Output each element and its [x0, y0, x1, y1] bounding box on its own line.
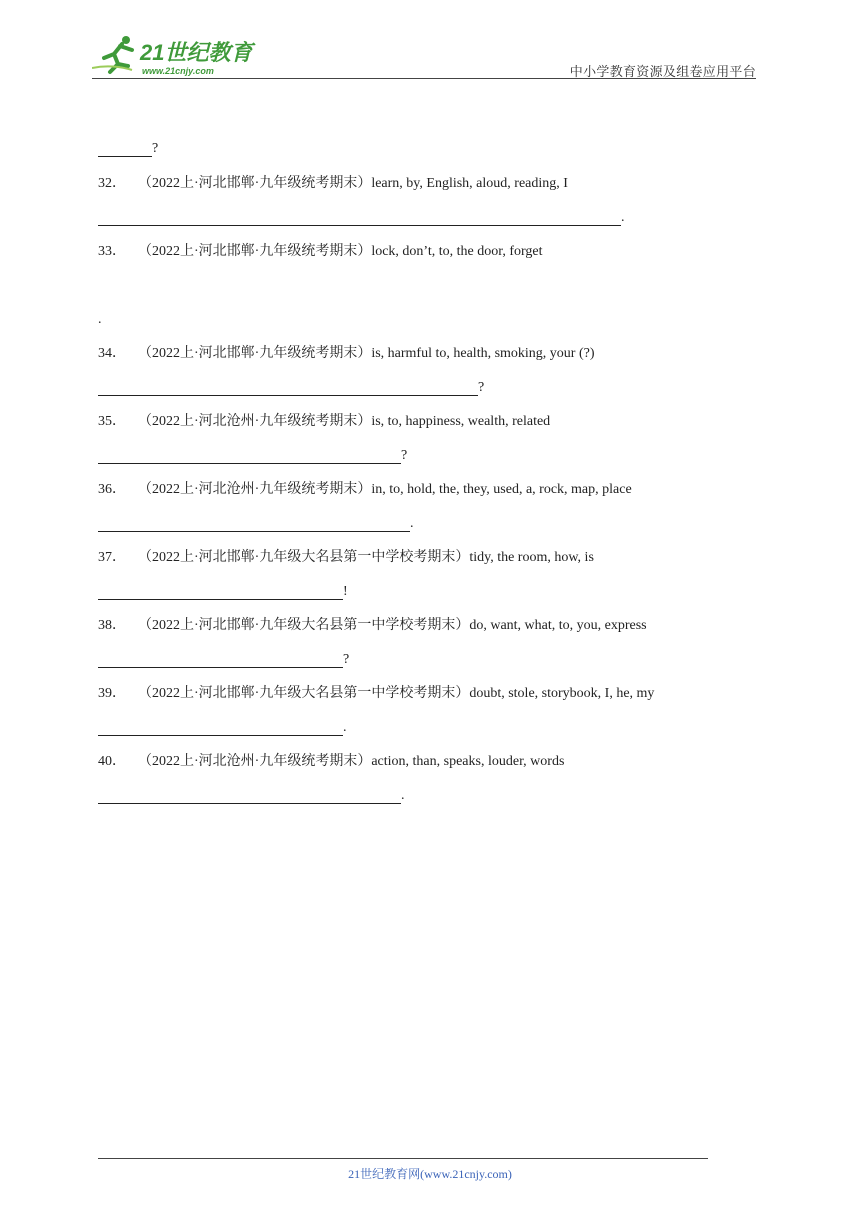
question-item: [98, 685, 738, 702]
question-item: [98, 243, 738, 260]
question-source: （2022上·河北邯郸·九年级统考期末）: [138, 176, 372, 191]
platform-name: 中小学教育资源及组卷应用平台: [569, 64, 756, 79]
answer-line: [98, 651, 738, 668]
question-source: （2022上·河北邯郸·九年级统考期末）: [138, 346, 372, 361]
answer-blank[interactable]: [98, 720, 343, 736]
answer-blank[interactable]: [98, 210, 621, 226]
footer-divider: [98, 1158, 708, 1159]
question-item: [98, 175, 738, 192]
runner-logo-icon: [92, 34, 262, 78]
footer-link[interactable]: 21世纪教育网(www.21cnjy.com): [348, 1167, 512, 1181]
answer-end-mark: .: [343, 720, 347, 735]
question-source: （2022上·河北沧州·九年级统考期末）: [138, 414, 372, 429]
header-divider: [92, 78, 756, 79]
answer-end-mark: .: [401, 788, 405, 803]
logo-text: 21世纪教育: [140, 40, 253, 65]
answer-end-mark: !: [343, 584, 348, 599]
answer-end-mark: ?: [152, 141, 159, 156]
question-item: [98, 549, 738, 566]
answer-blank[interactable]: [98, 380, 478, 396]
answer-end-mark: .: [98, 312, 102, 327]
question-number: 37．: [98, 550, 126, 565]
logo-url-text: www.21cnjy.com: [142, 66, 214, 76]
answer-end-mark: ?: [343, 652, 350, 667]
question-number: 38．: [98, 618, 126, 633]
question-words: action, than, speaks, louder, words: [371, 754, 565, 769]
question-list: [98, 140, 738, 804]
answer-line: [98, 140, 738, 157]
page-header: [0, 0, 860, 80]
question-number: 40．: [98, 754, 126, 769]
answer-line: [98, 209, 738, 226]
question-words: is, to, happiness, wealth, related: [371, 414, 551, 429]
question-words: in, to, hold, the, they, used, a, rock, map, place: [371, 482, 632, 497]
question-words: doubt, stole, storybook, I, he, my: [469, 686, 655, 701]
answer-line: [98, 311, 738, 328]
answer-end-mark: .: [410, 516, 414, 531]
question-source: （2022上·河北邯郸·九年级统考期末）: [138, 244, 372, 259]
question-number: 39．: [98, 686, 126, 701]
question-number: 32．: [98, 176, 126, 191]
answer-line: [98, 719, 738, 736]
question-source: （2022上·河北邯郸·九年级大名县第一中学校考期末）: [138, 686, 470, 701]
answer-line: [98, 515, 738, 532]
question-source: （2022上·河北邯郸·九年级大名县第一中学校考期末）: [138, 550, 470, 565]
site-logo: [92, 34, 262, 78]
answer-blank[interactable]: [98, 788, 401, 804]
answer-blank[interactable]: [98, 448, 401, 464]
question-words: tidy, the room, how, is: [469, 550, 594, 565]
question-source: （2022上·河北沧州·九年级统考期末）: [138, 482, 372, 497]
answer-line: [98, 583, 738, 600]
answer-line: [98, 379, 738, 396]
answer-end-mark: ?: [401, 448, 408, 463]
question-item: [98, 481, 738, 498]
answer-line: [98, 447, 738, 464]
answer-blank[interactable]: [98, 652, 343, 668]
question-words: is, harmful to, health, smoking, your (?): [371, 346, 595, 361]
answer-line: [98, 787, 738, 804]
question-item: [98, 753, 738, 770]
question-item: [98, 413, 738, 430]
question-item: [98, 345, 738, 362]
question-words: lock, don’t, to, the door, forget: [371, 244, 543, 259]
question-number: 34．: [98, 346, 126, 361]
answer-blank[interactable]: [98, 584, 343, 600]
answer-blank[interactable]: [98, 516, 410, 532]
answer-end-mark: .: [621, 210, 625, 225]
question-number: 35．: [98, 414, 126, 429]
answer-blank[interactable]: [98, 141, 152, 157]
question-words: do, want, what, to, you, express: [469, 618, 647, 633]
question-words: learn, by, English, aloud, reading, I: [371, 176, 568, 191]
question-number: 36．: [98, 482, 126, 497]
question-item: [98, 617, 738, 634]
question-source: （2022上·河北邯郸·九年级大名县第一中学校考期末）: [138, 618, 470, 633]
question-number: 33．: [98, 244, 126, 259]
answer-end-mark: ?: [478, 380, 485, 395]
question-source: （2022上·河北沧州·九年级统考期末）: [138, 754, 372, 769]
